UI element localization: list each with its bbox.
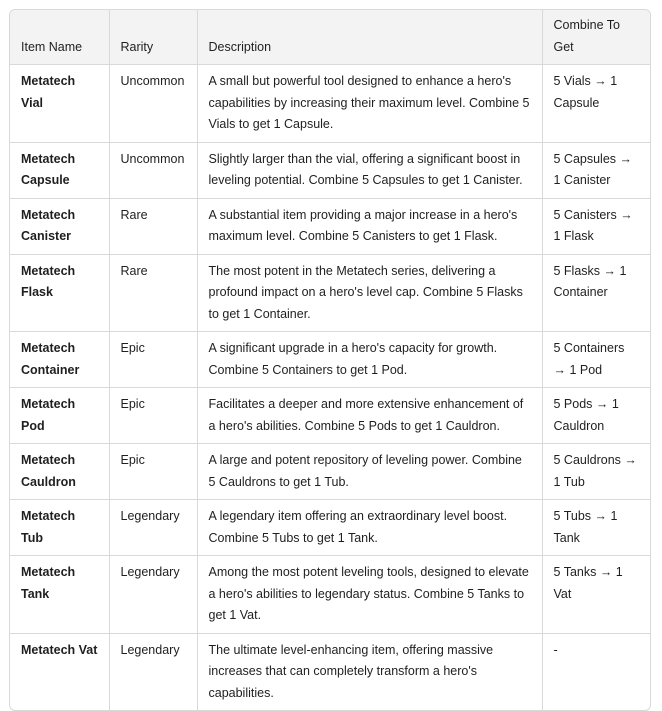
cell-item-name: Metatech Vial (10, 65, 109, 143)
cell-combine: 5 Pods → 1 Cauldron (542, 388, 650, 444)
cell-item-name: Metatech Capsule (10, 142, 109, 198)
cell-combine: 5 Flasks → 1 Container (542, 254, 650, 332)
table-body (10, 65, 650, 711)
table-row (10, 198, 650, 254)
cell-combine: 5 Tubs → 1 Tank (542, 500, 650, 556)
table-header (10, 10, 650, 65)
table-row (10, 254, 650, 332)
cell-item-name: Metatech Tank (10, 556, 109, 634)
cell-description: The most potent in the Metatech series, delivering a profound impact on a hero's level cap. Combine 5 Flasks to get 1 Container. (197, 254, 542, 332)
table-row (10, 332, 650, 388)
cell-rarity: Epic (109, 444, 197, 500)
cell-item-name: Metatech Vat (10, 633, 109, 710)
cell-combine: 5 Canisters → 1 Flask (542, 198, 650, 254)
items-table (10, 10, 650, 710)
cell-rarity: Rare (109, 198, 197, 254)
cell-rarity: Legendary (109, 633, 197, 710)
cell-description: A legendary item offering an extraordinary level boost. Combine 5 Tubs to get 1 Tank. (197, 500, 542, 556)
items-table-container (9, 9, 651, 711)
cell-rarity: Uncommon (109, 142, 197, 198)
cell-rarity: Epic (109, 332, 197, 388)
cell-description: A small but powerful tool designed to enhance a hero's capabilities by increasing their maximum level. Combine 5 Vials to get 1 Capsule. (197, 65, 542, 143)
cell-combine: 5 Vials → 1 Capsule (542, 65, 650, 143)
table-row (10, 444, 650, 500)
header-rarity: Rarity (109, 10, 197, 65)
cell-item-name: Metatech Container (10, 332, 109, 388)
cell-combine: 5 Tanks → 1 Vat (542, 556, 650, 634)
cell-description: The ultimate level-enhancing item, offering massive increases that can completely transform a hero's capabilities. (197, 633, 542, 710)
cell-rarity: Rare (109, 254, 197, 332)
cell-item-name: Metatech Canister (10, 198, 109, 254)
cell-rarity: Uncommon (109, 65, 197, 143)
cell-description: Facilitates a deeper and more extensive enhancement of a hero's abilities. Combine 5 Pods to get 1 Cauldron. (197, 388, 542, 444)
cell-description: A substantial item providing a major increase in a hero's maximum level. Combine 5 Canisters to get 1 Flask. (197, 198, 542, 254)
cell-item-name: Metatech Flask (10, 254, 109, 332)
table-row (10, 142, 650, 198)
cell-description: A large and potent repository of leveling power. Combine 5 Cauldrons to get 1 Tub. (197, 444, 542, 500)
table-row (10, 633, 650, 710)
cell-combine: - (553, 642, 558, 657)
table-row (10, 388, 650, 444)
cell-rarity: Legendary (109, 500, 197, 556)
header-item-name: Item Name (10, 10, 109, 65)
cell-combine: 5 Capsules → 1 Canister (542, 142, 650, 198)
table-row (10, 65, 650, 143)
cell-item-name: Metatech Pod (10, 388, 109, 444)
cell-item-name: Metatech Tub (10, 500, 109, 556)
cell-description: A significant upgrade in a hero's capacity for growth. Combine 5 Containers to get 1 Pod. (197, 332, 542, 388)
cell-item-name: Metatech Cauldron (10, 444, 109, 500)
table-row (10, 500, 650, 556)
cell-rarity: Legendary (109, 556, 197, 634)
cell-description: Slightly larger than the vial, offering a significant boost in leveling potential. Combine 5 Capsules to get 1 Canister. (197, 142, 542, 198)
header-row (10, 10, 650, 65)
cell-rarity: Epic (109, 388, 197, 444)
cell-description: Among the most potent leveling tools, designed to elevate a hero's abilities to legendary status. Combine 5 Tanks to get 1 Vat. (197, 556, 542, 634)
cell-combine: 5 Cauldrons → 1 Tub (542, 444, 650, 500)
header-description: Description (197, 10, 542, 65)
table-row (10, 556, 650, 634)
cell-combine: 5 Containers → 1 Pod (542, 332, 650, 388)
header-combine-to-get: Combine To Get (542, 10, 650, 65)
